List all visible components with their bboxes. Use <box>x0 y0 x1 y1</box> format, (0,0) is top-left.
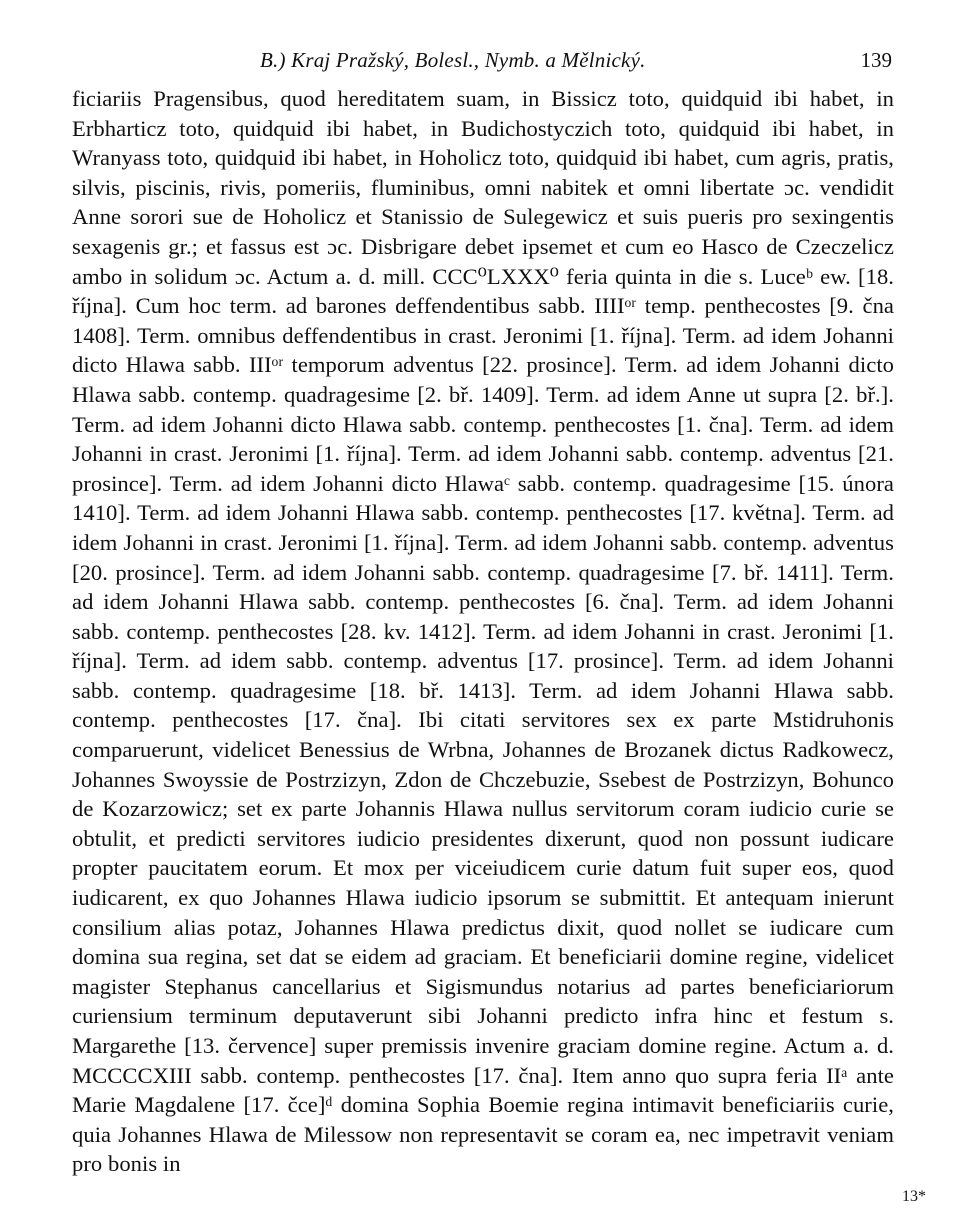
running-header <box>72 48 894 84</box>
page-number: 139 <box>860 48 892 72</box>
document-page <box>72 48 894 1179</box>
signature-mark: 13* <box>902 1188 926 1205</box>
body-paragraph: ficiariis Pragensibus, quod hereditatem suam, in Bissicz toto, quidquid ibi habet, in Erbharticz toto, quidquid ibi habet, in Budichostyczich toto, quidquid ibi habet, in Wranyass toto, quidquid ibi habet, in Hoholicz toto, quidquid ibi habet, cum agris, pratis, silvis, piscinis, rivis, pomeriis, fluminibus, omni nabitek et omni libertate ɔc. vendidit Anne sorori sue de Hoholicz et Stanissio de Sulegewicz et suis pueris pro sexingentis sexagenis gr.; et fassus est ɔc. Disbrigare debet ipsemet et cum eo Hasco de Czeczelicz ambo in solidum ɔc. Actum a. d. mill. CCC⁰LXXX⁰ feria quinta in die s. Luceᵇ ew. [18. října]. Cum hoc term. ad barones deffendentibus sabb. IIIIᵒʳ temp. penthecostes [9. čna 1408]. Term. omnibus deffendentibus in crast. Jeronimi [1. října]. Term. ad idem Johanni dicto Hlawa sabb. IIIᵒʳ temporum adventus [22. prosince]. Term. ad idem Johanni dicto Hlawa sabb. contemp. quadragesime [2. bř. 1409]. Term. ad idem Anne ut supra [2. bř.]. Term. ad idem Johanni dicto Hlawa sabb. contemp. penthecostes [1. čna]. Term. ad idem Johanni in crast. Jeronimi [1. října]. Term. ad idem Johanni sabb. contemp. adventus [21. prosince]. Term. ad idem Johanni dicto Hlawaᶜ sabb. contemp. quadragesime [15. února 1410]. Term. ad idem Johanni Hlawa sabb. contemp. penthecostes [17. května]. Term. ad idem Johanni in crast. Jeronimi [1. října]. Term. ad idem Johanni sabb. contemp. adventus [20. prosince]. Term. ad idem Johanni sabb. contemp. quadragesime [7. bř. 1411]. Term. ad idem Johanni Hlawa sabb. contemp. penthecostes [6. čna]. Term. ad idem Johanni sabb. contemp. penthecostes [28. kv. 1412]. Term. ad idem Johanni in crast. Jeronimi [1. října]. Term. ad idem sabb. contemp. adventus [17. prosince]. Term. ad idem Johanni sabb. contemp. quadragesime [18. bř. 1413]. Term. ad idem Johanni Hlawa sabb. contemp. penthecostes [17. čna]. Ibi citati servitores sex ex parte Mstidruhonis comparuerunt, videlicet Benessius de Wrbna, Johannes de Brozanek dictus Radkowecz, Johannes Swoyssie de Postrzizyn, Zdon de Chczebuzie, Ssebest de Postrzizyn, Bohunco de Kozarzowicz; set ex parte Johannis Hlawa nullus servitorum coram iudicio curie se obtulit, et predicti servitores iudicio presidentes dixerunt, quod non possunt iudicare propter paucitatem eorum. Et mox per viceiudicem curie datum fuit super eos, quod iudicarent, ex quo Johannes Hlawa iudicio ipsorum se submittit. Et antequam inierunt consilium alias potaz, Johannes Hlawa predictus dixit, quod nollet se iudicare cum domina sua regina, set dat se eidem ad graciam. Et beneficiarii domine regine, videlicet magister Stephanus cancellarius et Sigismundus notarius ad partes beneficiariorum curiensium terminum deputaverunt sibi Johanni predicto infra hinc et festum s. Margarethe [13. července] super premissis invenire graciam domine regine. Actum a. d. MCCCCXIII sabb. contemp. penthecostes [17. čna]. Item anno quo supra feria IIᵃ ante Marie Magdalene [17. čce]ᵈ domina Sophia Boemie regina intimavit beneficiariis curie, quia Johannes Hlawa de Milessow non representavit se coram ea, nec impetravit veniam pro bonis in <box>72 86 894 1177</box>
running-title: B.) Kraj Pražský, Bolesl., Nymb. a Mělnický. <box>260 48 646 72</box>
